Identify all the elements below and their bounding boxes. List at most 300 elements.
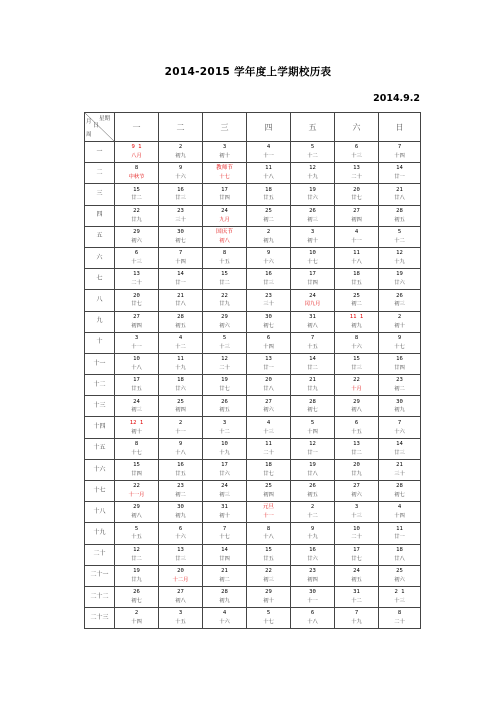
corner-header-cell	[85, 113, 115, 142]
day-cell	[335, 438, 379, 459]
day-lunar: 初九	[175, 513, 186, 520]
day-date: 25	[353, 292, 360, 299]
day-lunar: 初二	[351, 301, 362, 308]
day-date: 14	[177, 271, 184, 278]
corner-label-week: 周	[86, 132, 92, 138]
day-cell	[335, 481, 379, 502]
day-cell	[379, 481, 421, 502]
day-date: 10	[353, 525, 360, 532]
day-date: 2	[178, 419, 183, 426]
day-cell	[203, 332, 247, 353]
day-cell	[379, 290, 421, 311]
day-cell	[159, 290, 203, 311]
day-lunar: 十三	[263, 428, 274, 435]
day-cell	[115, 565, 159, 586]
day-lunar: 十二	[175, 343, 186, 350]
day-lunar: 十二	[219, 428, 230, 435]
day-lunar: 廿一	[394, 534, 405, 541]
day-lunar: 闰九月	[304, 301, 321, 308]
day-cell	[115, 353, 159, 374]
day-date: 5	[397, 229, 402, 236]
day-cell	[247, 247, 291, 268]
day-date: 7	[354, 610, 359, 617]
day-lunar: 廿二	[351, 449, 362, 456]
day-date: 11	[353, 250, 360, 257]
day-lunar: 十六	[263, 259, 274, 266]
day-cell	[159, 481, 203, 502]
day-date: 8	[134, 165, 139, 172]
header-row	[85, 113, 421, 142]
day-date: 25	[177, 398, 184, 405]
week-row	[85, 311, 421, 332]
header-day: 二	[159, 113, 203, 142]
day-date: 15	[133, 186, 140, 193]
day-date: 25	[265, 207, 272, 214]
day-cell	[379, 247, 421, 268]
day-lunar: 十五	[351, 428, 362, 435]
week-number-cell: 六	[85, 247, 115, 268]
day-cell	[379, 375, 421, 396]
day-lunar: 初四	[263, 492, 274, 499]
day-cell	[159, 332, 203, 353]
day-lunar: 十九	[219, 449, 230, 456]
day-lunar: 廿八	[394, 555, 405, 562]
day-lunar: 廿三	[351, 364, 362, 371]
week-row	[85, 459, 421, 480]
day-lunar: 初三	[131, 407, 142, 414]
day-date: 25	[396, 568, 403, 575]
day-date: 27	[177, 589, 184, 596]
day-date: 20	[177, 568, 184, 575]
day-date: 26	[133, 589, 140, 596]
day-lunar: 二十	[351, 174, 362, 181]
day-date: 21	[396, 186, 403, 193]
day-cell	[115, 459, 159, 480]
day-date: 5	[134, 525, 139, 532]
day-cell	[159, 502, 203, 523]
day-date: 6	[354, 144, 359, 151]
day-cell	[379, 438, 421, 459]
day-cell	[247, 375, 291, 396]
day-date: 11 1	[349, 313, 364, 320]
week-number-cell: 七	[85, 269, 115, 290]
day-lunar: 九月	[219, 216, 230, 223]
day-date: 17	[221, 462, 228, 469]
day-date: 24	[353, 568, 360, 575]
page-title: 2014-2015 学年度上学期校历表	[164, 66, 332, 78]
day-cell	[379, 608, 421, 629]
day-date: 2	[397, 313, 402, 320]
day-lunar: 初十	[219, 513, 230, 520]
day-cell	[291, 290, 335, 311]
day-date: 3	[222, 144, 227, 151]
day-date: 国庆节	[216, 229, 233, 236]
day-cell	[159, 163, 203, 184]
day-cell	[291, 332, 335, 353]
day-lunar: 十三	[351, 513, 362, 520]
day-lunar: 初六	[394, 576, 405, 583]
day-cell	[203, 459, 247, 480]
day-cell	[291, 205, 335, 226]
day-date: 7	[310, 334, 315, 341]
day-date: 19	[396, 271, 403, 278]
day-cell	[247, 459, 291, 480]
day-date: 30	[265, 313, 272, 320]
week-row	[85, 205, 421, 226]
header-day: 四	[247, 113, 291, 142]
day-cell	[203, 184, 247, 205]
day-date: 3	[178, 610, 183, 617]
day-lunar: 十四	[307, 428, 318, 435]
day-lunar: 十二	[351, 598, 362, 605]
day-date: 19	[221, 377, 228, 384]
day-date: 18	[265, 462, 272, 469]
day-date: 2	[134, 610, 139, 617]
day-date: 28	[396, 483, 403, 490]
day-lunar: 十七	[219, 534, 230, 541]
day-date: 8	[266, 525, 271, 532]
day-lunar: 十一月	[128, 492, 145, 499]
day-lunar: 十二	[307, 513, 318, 520]
day-lunar: 初八	[351, 407, 362, 414]
day-lunar: 廿三	[175, 195, 186, 202]
day-lunar: 廿三	[394, 449, 405, 456]
header-day: 五	[291, 113, 335, 142]
day-date: 20	[133, 292, 140, 299]
day-date: 21	[396, 462, 403, 469]
day-lunar: 廿七	[263, 470, 274, 477]
day-cell	[159, 226, 203, 247]
day-date: 20	[353, 186, 360, 193]
week-row	[85, 247, 421, 268]
day-cell	[247, 417, 291, 438]
day-cell	[203, 353, 247, 374]
week-number-cell: 九	[85, 311, 115, 332]
day-lunar: 初六	[219, 322, 230, 329]
day-lunar: 初八	[131, 513, 142, 520]
day-date: 3	[134, 334, 139, 341]
day-cell	[159, 205, 203, 226]
day-date: 5	[310, 144, 315, 151]
day-cell	[335, 396, 379, 417]
day-date: 22	[133, 483, 140, 490]
day-cell	[115, 417, 159, 438]
day-cell	[247, 438, 291, 459]
day-cell	[291, 353, 335, 374]
day-date: 4	[266, 144, 271, 151]
day-lunar: 初三	[307, 216, 318, 223]
day-lunar: 初六	[131, 237, 142, 244]
day-lunar: 二十	[219, 364, 230, 371]
day-lunar: 初五	[394, 216, 405, 223]
day-cell	[291, 417, 335, 438]
day-date: 17	[353, 546, 360, 553]
day-lunar: 初七	[263, 322, 274, 329]
week-number-cell: 十八	[85, 502, 115, 523]
week-number-cell: 二十一	[85, 565, 115, 586]
day-cell	[203, 544, 247, 565]
day-lunar: 三十	[263, 301, 274, 308]
day-lunar: 廿二	[131, 195, 142, 202]
day-date: 12	[309, 440, 316, 447]
day-date: 17	[133, 377, 140, 384]
day-date: 22	[265, 568, 272, 575]
day-date: 7	[178, 250, 183, 257]
day-lunar: 初八	[175, 598, 186, 605]
day-date: 15	[221, 271, 228, 278]
day-date: 9	[397, 334, 402, 341]
day-lunar: 初九	[394, 407, 405, 414]
day-lunar: 十二	[394, 237, 405, 244]
day-date: 5	[310, 419, 315, 426]
day-date: 30	[396, 398, 403, 405]
day-date: 13	[265, 356, 272, 363]
day-lunar: 十七	[131, 449, 142, 456]
day-cell	[203, 481, 247, 502]
day-cell	[115, 438, 159, 459]
day-cell	[335, 205, 379, 226]
week-number-cell: 十一	[85, 353, 115, 374]
day-cell	[379, 586, 421, 607]
day-date: 18	[177, 377, 184, 384]
day-cell	[335, 523, 379, 544]
day-date: 9 1	[131, 144, 142, 151]
day-date: 11	[396, 525, 403, 532]
day-lunar: 廿一	[175, 280, 186, 287]
day-lunar: 初八	[307, 322, 318, 329]
day-cell	[159, 142, 203, 163]
day-lunar: 初二	[175, 492, 186, 499]
day-cell	[379, 311, 421, 332]
day-cell	[379, 353, 421, 374]
day-lunar: 廿五	[131, 386, 142, 393]
day-date: 23	[265, 292, 272, 299]
day-lunar: 廿八	[307, 470, 318, 477]
day-cell	[247, 544, 291, 565]
day-date: 17	[309, 271, 316, 278]
day-date: 29	[221, 313, 228, 320]
week-row	[85, 523, 421, 544]
day-cell	[379, 417, 421, 438]
day-lunar: 十八	[351, 259, 362, 266]
week-number-cell: 十七	[85, 481, 115, 502]
day-date: 4	[266, 419, 271, 426]
day-cell	[247, 353, 291, 374]
day-cell	[159, 375, 203, 396]
day-date: 教师节	[216, 165, 233, 172]
day-lunar: 十一	[307, 598, 318, 605]
day-cell	[159, 184, 203, 205]
day-date: 14	[309, 356, 316, 363]
day-cell	[335, 247, 379, 268]
day-lunar: 十六	[394, 428, 405, 435]
day-lunar: 廿九	[131, 216, 142, 223]
day-cell	[247, 226, 291, 247]
day-date: 30	[309, 589, 316, 596]
day-date: 5	[222, 334, 227, 341]
day-cell	[291, 608, 335, 629]
day-cell	[335, 163, 379, 184]
day-date: 29	[265, 589, 272, 596]
day-cell	[159, 608, 203, 629]
week-number-cell: 二	[85, 163, 115, 184]
day-cell	[159, 438, 203, 459]
day-cell	[335, 353, 379, 374]
day-lunar: 十七	[219, 174, 230, 181]
day-cell	[115, 311, 159, 332]
day-date: 10	[221, 440, 228, 447]
day-lunar: 十九	[175, 364, 186, 371]
day-cell	[115, 142, 159, 163]
week-row	[85, 608, 421, 629]
week-number-cell: 十九	[85, 523, 115, 544]
day-lunar: 初六	[351, 492, 362, 499]
day-date: 5	[266, 610, 271, 617]
day-date: 30	[177, 504, 184, 511]
day-lunar: 廿九	[307, 386, 318, 393]
day-date: 19	[309, 186, 316, 193]
day-date: 20	[265, 377, 272, 384]
day-date: 17	[221, 186, 228, 193]
header-day: 三	[203, 113, 247, 142]
day-cell	[115, 290, 159, 311]
day-cell	[291, 459, 335, 480]
day-cell	[379, 502, 421, 523]
day-date: 12	[133, 546, 140, 553]
day-lunar: 十一	[263, 513, 274, 520]
day-lunar: 廿五	[175, 470, 186, 477]
day-date: 27	[265, 398, 272, 405]
day-cell	[291, 481, 335, 502]
day-lunar: 十六	[351, 343, 362, 350]
week-number-cell: 二十三	[85, 608, 115, 629]
day-lunar: 十九	[307, 174, 318, 181]
day-lunar: 廿六	[394, 280, 405, 287]
day-date: 11	[177, 356, 184, 363]
day-cell	[247, 481, 291, 502]
day-cell	[115, 184, 159, 205]
day-lunar: 廿四	[307, 280, 318, 287]
day-lunar: 十五	[131, 534, 142, 541]
day-date: 2	[266, 229, 271, 236]
day-cell	[335, 375, 379, 396]
day-cell	[335, 269, 379, 290]
day-lunar: 十二月	[172, 576, 189, 583]
day-date: 23	[309, 568, 316, 575]
day-lunar: 廿七	[131, 301, 142, 308]
week-number-cell: 三	[85, 184, 115, 205]
day-cell	[115, 205, 159, 226]
day-date: 19	[133, 568, 140, 575]
day-lunar: 廿八	[394, 195, 405, 202]
day-cell	[203, 311, 247, 332]
day-lunar: 十四	[175, 259, 186, 266]
day-cell	[247, 311, 291, 332]
week-number-cell: 一	[85, 142, 115, 163]
day-lunar: 初三	[394, 301, 405, 308]
day-cell	[335, 544, 379, 565]
day-cell	[115, 481, 159, 502]
day-date: 9	[178, 440, 183, 447]
week-row	[85, 417, 421, 438]
day-lunar: 十六	[175, 174, 186, 181]
day-cell	[379, 396, 421, 417]
day-date: 16	[309, 546, 316, 553]
day-lunar: 廿二	[131, 555, 142, 562]
day-cell	[203, 375, 247, 396]
day-date: 10	[309, 250, 316, 257]
day-date: 14	[396, 165, 403, 172]
corner-label-weekday: 星期	[99, 116, 111, 122]
day-date: 26	[396, 292, 403, 299]
day-date: 26	[309, 483, 316, 490]
day-date: 29	[133, 229, 140, 236]
day-cell	[247, 205, 291, 226]
header-day: 六	[335, 113, 379, 142]
day-cell	[203, 163, 247, 184]
day-lunar: 十三	[219, 343, 230, 350]
day-cell	[247, 332, 291, 353]
day-cell	[379, 459, 421, 480]
day-date: 4	[178, 334, 183, 341]
day-date: 4	[222, 610, 227, 617]
day-lunar: 廿三	[175, 555, 186, 562]
day-date: 6	[354, 419, 359, 426]
day-date: 18	[353, 271, 360, 278]
day-cell	[115, 396, 159, 417]
day-date: 29	[133, 504, 140, 511]
day-lunar: 十四	[394, 153, 405, 160]
day-cell	[335, 184, 379, 205]
day-lunar: 八月	[131, 153, 142, 160]
day-cell	[291, 544, 335, 565]
day-cell	[291, 163, 335, 184]
day-cell	[291, 226, 335, 247]
day-lunar: 三十	[394, 470, 405, 477]
week-row	[85, 353, 421, 374]
day-lunar: 廿六	[307, 195, 318, 202]
day-lunar: 十二	[307, 153, 318, 160]
day-lunar: 十八	[175, 449, 186, 456]
day-lunar: 廿七	[351, 195, 362, 202]
day-lunar: 初七	[394, 492, 405, 499]
week-row	[85, 481, 421, 502]
day-cell	[291, 565, 335, 586]
day-date: 9	[266, 250, 271, 257]
day-date: 13	[353, 165, 360, 172]
day-lunar: 初四	[351, 216, 362, 223]
day-lunar: 廿九	[351, 470, 362, 477]
day-cell	[247, 608, 291, 629]
week-row	[85, 396, 421, 417]
day-date: 4	[354, 229, 359, 236]
day-lunar: 十六	[219, 619, 230, 626]
day-lunar: 十九	[351, 619, 362, 626]
day-date: 3	[310, 229, 315, 236]
day-lunar: 中秋节	[128, 174, 145, 181]
day-date: 2	[178, 144, 183, 151]
day-date: 22	[353, 377, 360, 384]
day-lunar: 廿六	[219, 470, 230, 477]
day-date: 9	[310, 525, 315, 532]
day-cell	[115, 586, 159, 607]
day-cell	[247, 142, 291, 163]
day-date: 16	[265, 271, 272, 278]
day-lunar: 十九	[394, 259, 405, 266]
day-date: 26	[221, 398, 228, 405]
day-lunar: 廿八	[263, 386, 274, 393]
day-cell	[203, 247, 247, 268]
